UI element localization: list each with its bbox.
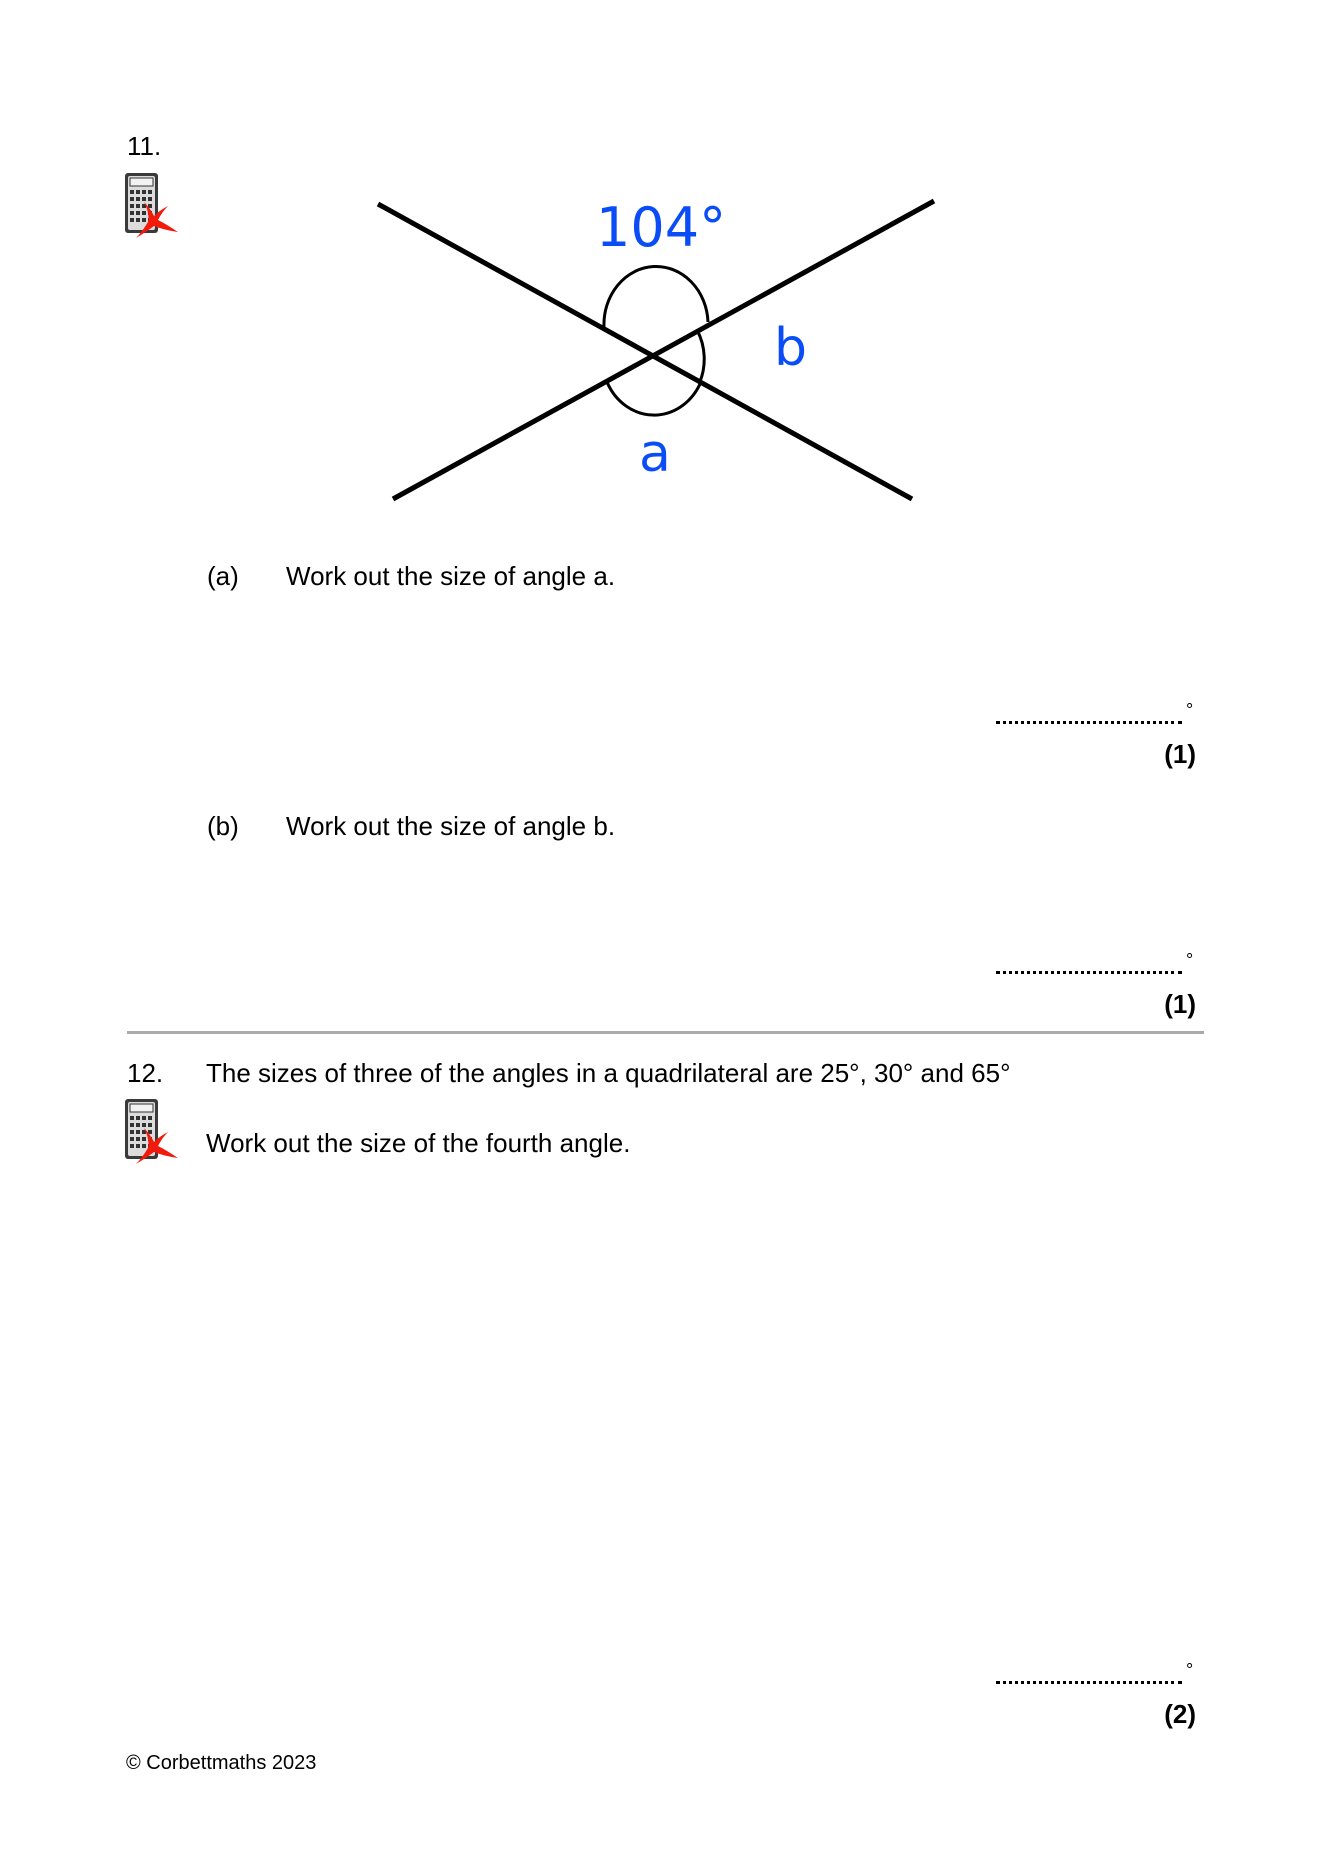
question-12-text: The sizes of three of the angles in a quadrilateral are 25°, 30° and 65°: [206, 1058, 1011, 1088]
question-12-marks: (2): [1164, 1699, 1196, 1729]
angle-label-b: b: [774, 318, 808, 378]
question-12-degree-unit: °: [1186, 1660, 1194, 1680]
question-12-number: 12.: [127, 1058, 164, 1088]
part-b-question: Work out the size of angle b.: [286, 811, 616, 841]
part-a-degree-unit: °: [1186, 700, 1194, 720]
angle-label-104: 104°: [596, 196, 727, 259]
angle-arc-top: [604, 266, 708, 327]
part-b-degree-unit: °: [1186, 950, 1194, 970]
part-b-label: (b): [207, 811, 239, 841]
angle-label-a: a: [639, 424, 671, 484]
question-divider: [127, 1031, 1204, 1034]
angle-arc-bottom: [607, 382, 700, 415]
part-b-answer-line[interactable]: [996, 971, 1182, 974]
question-11-number: 11.: [127, 131, 162, 161]
copyright-footer: © Corbettmaths 2023: [126, 1752, 317, 1774]
angle-arc-right: [697, 330, 704, 384]
part-a-label: (a): [207, 561, 239, 591]
part-a-marks: (1): [1164, 739, 1196, 769]
angles-diagram: [0, 0, 1323, 620]
question-12-instruction: Work out the size of the fourth angle.: [206, 1128, 631, 1158]
question-12-answer-line[interactable]: [996, 1681, 1182, 1684]
part-a-answer-line[interactable]: [996, 721, 1182, 724]
no-calculator-icon: [124, 1098, 180, 1166]
part-a-question: Work out the size of angle a.: [286, 561, 616, 591]
part-b-marks: (1): [1164, 989, 1196, 1019]
